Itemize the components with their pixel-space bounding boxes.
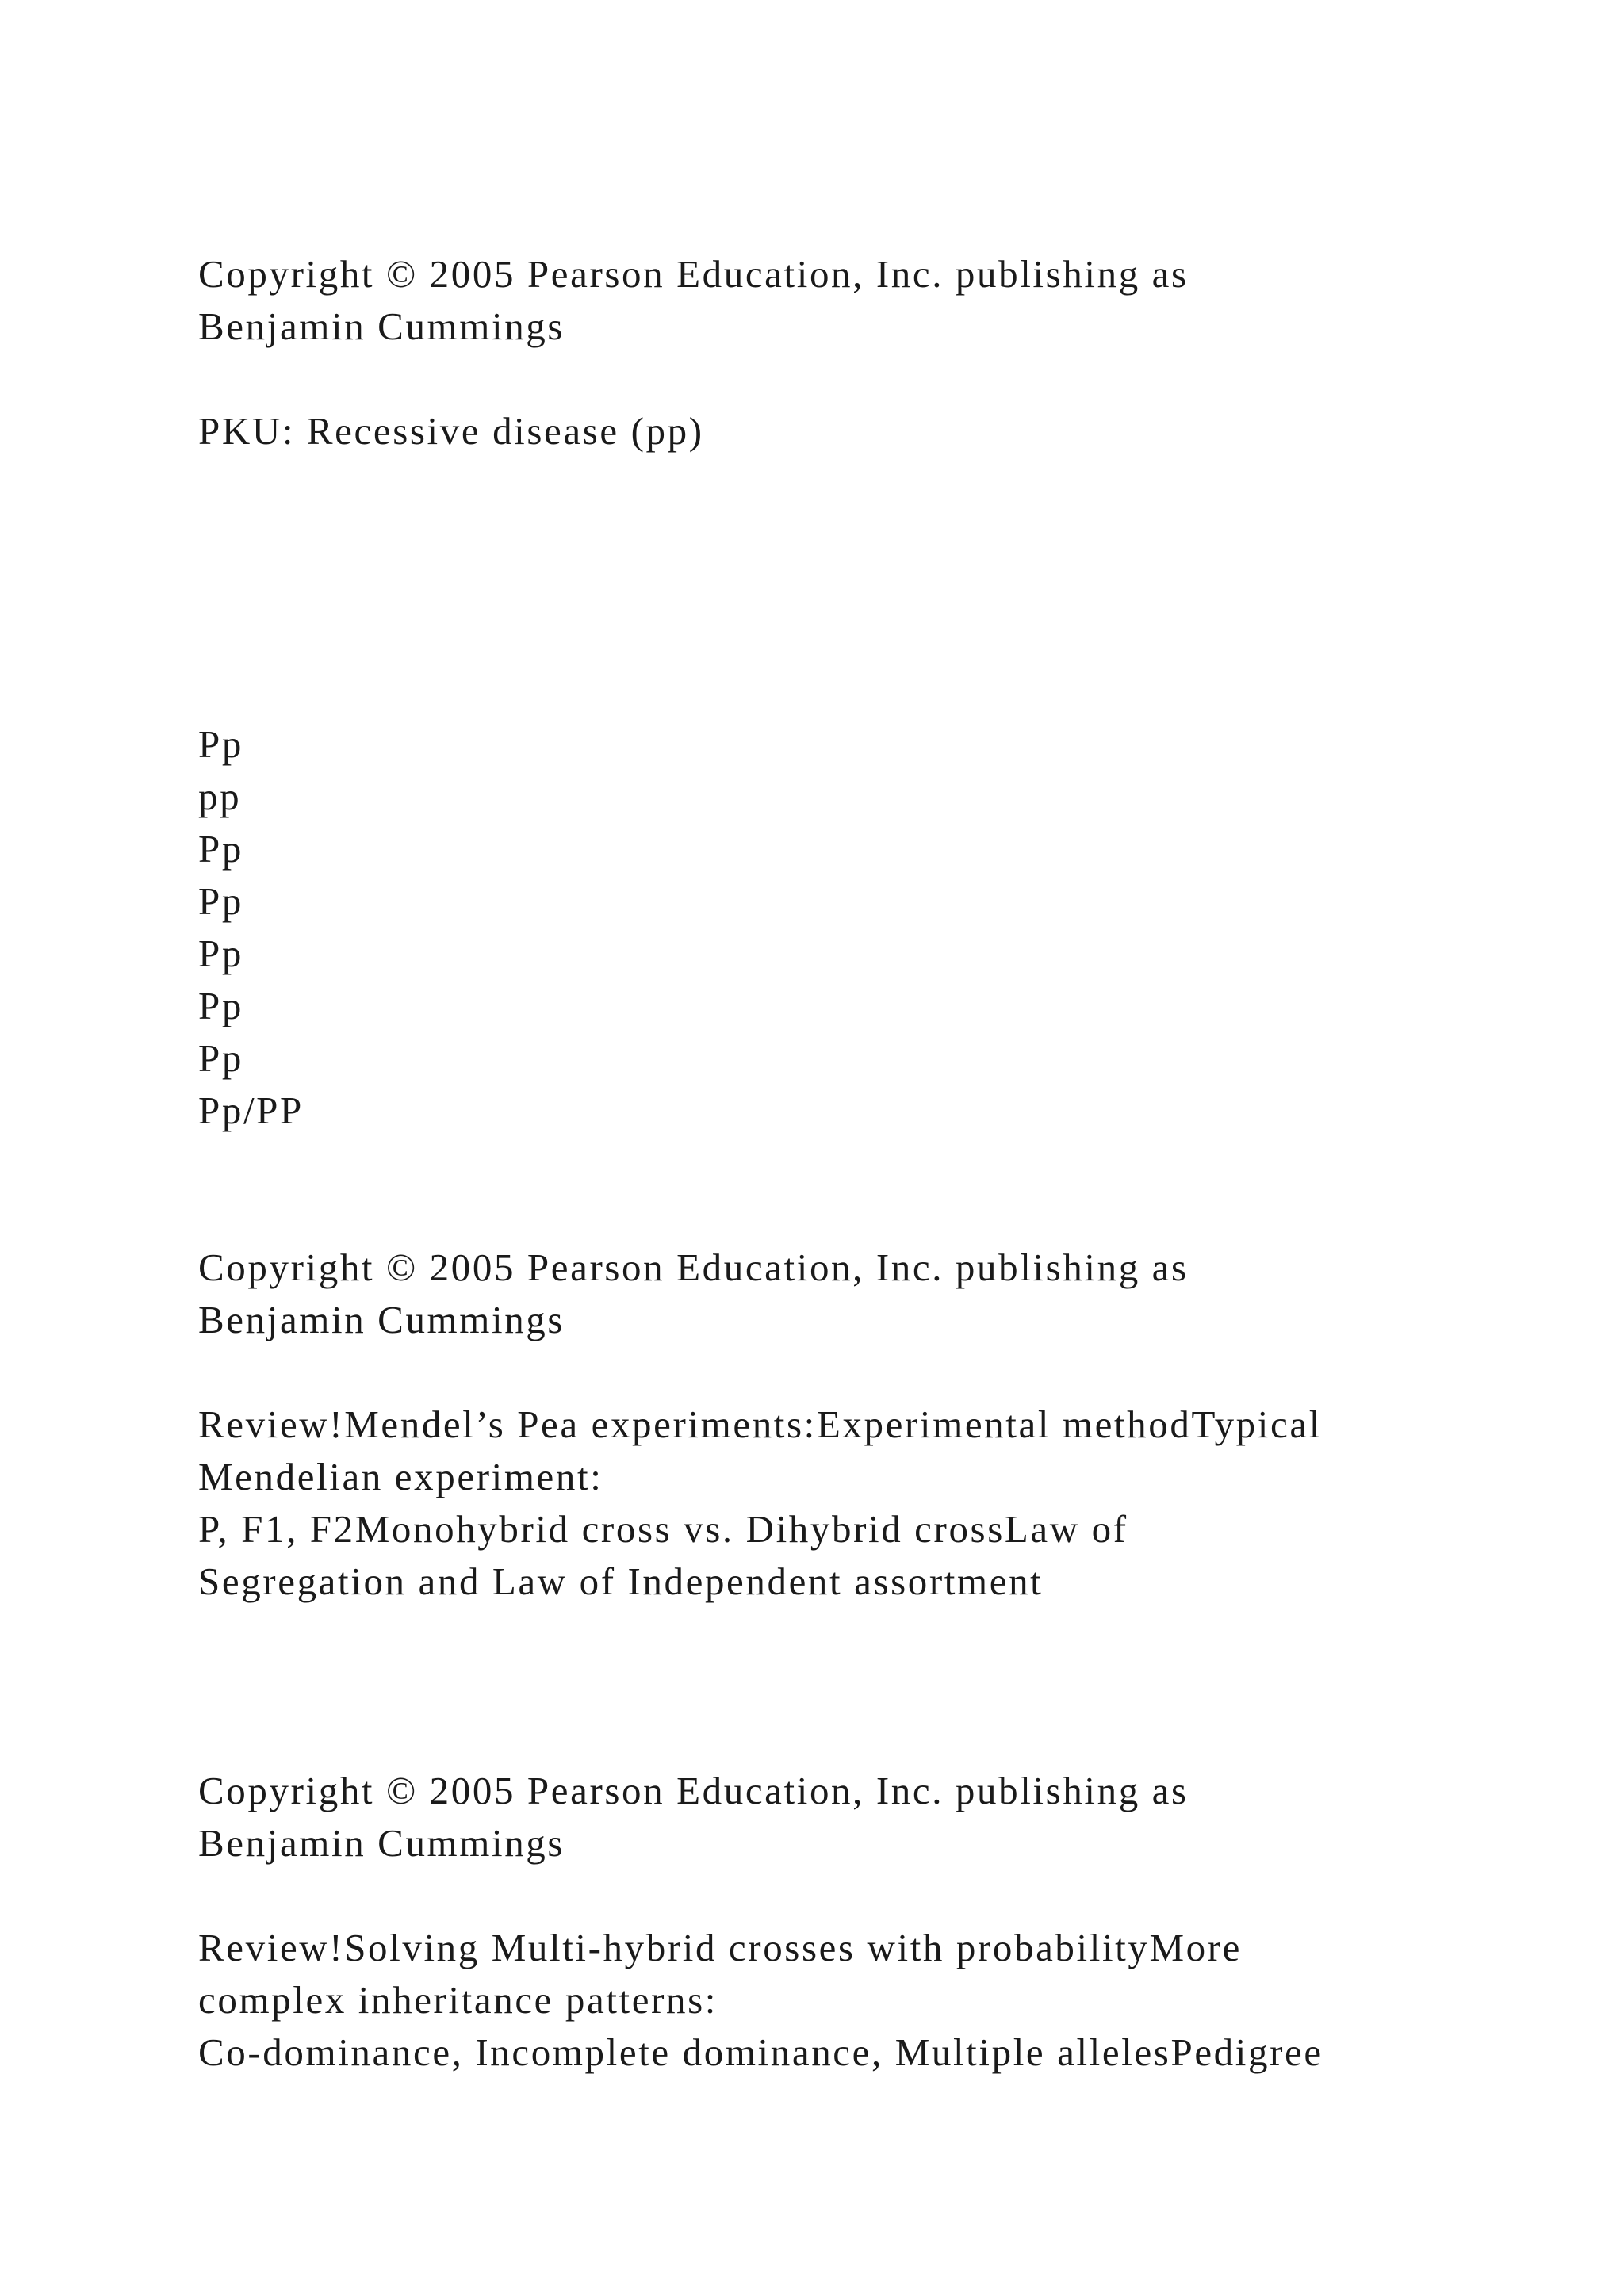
review-text-line: Co-dominance, Incomplete dominance, Multiple allelesPedigree (198, 2030, 1323, 2074)
copyright-notice-line-2: Benjamin Cummings (198, 1298, 565, 1341)
review-text-line: Segregation and Law of Independent assortment (198, 1559, 1044, 1603)
genotype-label: pp (198, 775, 242, 818)
review-text-line: Review!Mendel’s Pea experiments:Experimental methodTypical (198, 1402, 1322, 1446)
copyright-notice-line-1: Copyright © 2005 Pearson Education, Inc. publishing as (198, 1246, 1189, 1289)
review-text-line: P, F1, F2Monohybrid cross vs. Dihybrid crossLaw of (198, 1507, 1128, 1551)
genotype-label: Pp (198, 932, 243, 975)
review-text-line: complex inheritance patterns: (198, 1978, 718, 2022)
copyright-notice-line-1: Copyright © 2005 Pearson Education, Inc. publishing as (198, 1769, 1189, 1812)
genotype-label: Pp (198, 879, 243, 923)
review-text-line: Review!Solving Multi-hybrid crosses with probabilityMore (198, 1926, 1243, 1969)
genotype-label: Pp/PP (198, 1089, 304, 1132)
pku-heading: PKU: Recessive disease (pp) (198, 409, 704, 453)
genotype-label: Pp (198, 984, 243, 1027)
copyright-notice-line-2: Benjamin Cummings (198, 304, 565, 348)
copyright-notice-line-1: Copyright © 2005 Pearson Education, Inc. publishing as (198, 252, 1189, 296)
genotype-label: Pp (198, 722, 243, 766)
genotype-label: Pp (198, 827, 243, 871)
copyright-notice-line-2: Benjamin Cummings (198, 1821, 565, 1865)
genotype-label: Pp (198, 1036, 243, 1080)
review-text-line: Mendelian experiment: (198, 1455, 603, 1498)
